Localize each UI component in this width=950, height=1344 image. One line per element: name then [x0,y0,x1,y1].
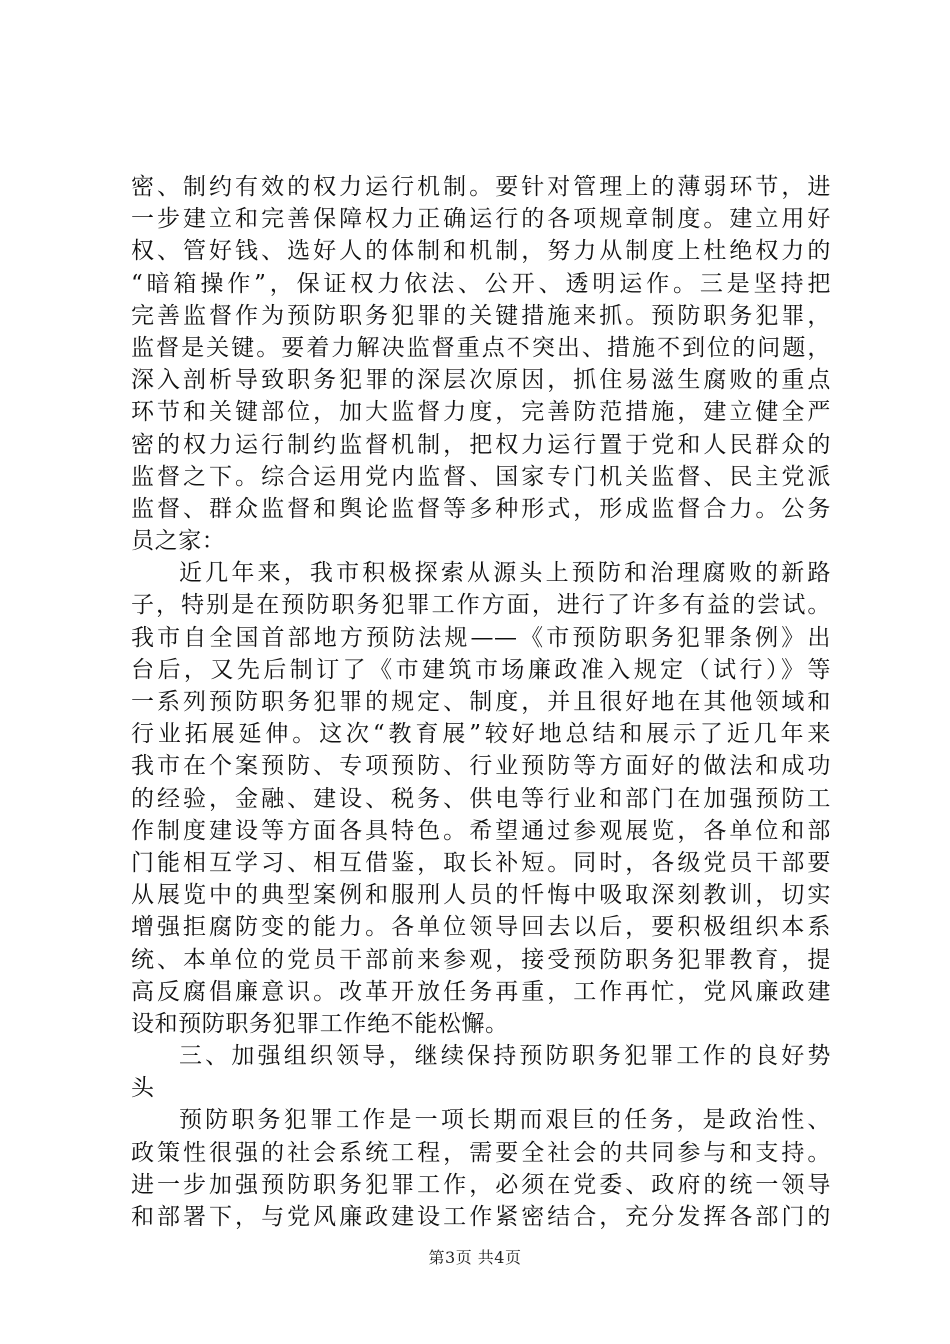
text-line: 和部署下，与党风廉政建设工作紧密结合，充分发挥各部门的 [131,1204,831,1230]
text-line: 统、本单位的党员干部前来参观，接受预防职务犯罪教育，提 [131,946,831,973]
section-heading-line: 头 [131,1075,155,1102]
text-line: 一系列预防职务犯罪的规定、制度，并且很好地在其他领域和 [131,689,831,715]
text-line: 行业拓展延伸。这次“教育展”较好地总结和展示了近几年来 [131,721,831,748]
paragraph-first-line: 近几年来，我市积极探索从源头上预防和治理腐败的新路 [179,560,831,587]
text-line: 设和预防职务犯罪工作绝不能松懈。 [131,1010,509,1037]
text-line: 密、制约有效的权力运行机制。要针对管理上的薄弱环节，进 [131,174,831,200]
text-line: 监督之下。综合运用党内监督、国家专门机关监督、民主党派 [131,463,831,490]
text-line: 进一步加强预防职务犯罪工作，必须在党委、政府的统一领导 [131,1171,831,1198]
text-line: 从展览中的典型案例和服刑人员的忏悔中吸取深刻教训，切实 [131,882,831,909]
text-line: 一步建立和完善保障权力正确运行的各项规章制度。建立用好 [131,206,831,233]
text-line: 深入剖析导致职务犯罪的深层次原因，抓住易滋生腐败的重点 [131,367,831,394]
paragraph-first-line: 预防职务犯罪工作是一项长期而艰巨的任务，是政治性、 [179,1107,831,1134]
text-line: 环节和关键部位，加大监督力度，完善防范措施，建立健全严 [131,399,831,426]
text-line: 完善监督作为预防职务犯罪的关键措施来抓。预防职务犯罪， [131,302,831,329]
text-line: 台后，又先后制订了《市建筑市场廉政准入规定（试行）》等 [131,656,831,683]
body-text [131,171,831,1233]
text-line: 我市自全国首部地方预防法规——《市预防职务犯罪条例》出 [131,624,831,651]
text-line: 的经验，金融、建设、税务、供电等行业和部门在加强预防工 [131,785,831,812]
text-line: 子，特别是在预防职务犯罪工作方面，进行了许多有益的尝试。 [131,592,831,619]
section-heading-line: 三、加强组织领导，继续保持预防职务犯罪工作的良好势 [179,1043,831,1070]
text-line: 权、管好钱、选好人的体制和机制，努力从制度上杜绝权力的 [131,238,831,265]
text-line: 我市在个案预防、专项预防、行业预防等方面好的做法和成功 [131,753,831,780]
text-line: 政策性很强的社会系统工程，需要全社会的共同参与和支持。 [131,1139,831,1166]
text-line: 监督、群众监督和舆论监督等多种形式，形成监督合力。公务 [131,495,831,522]
text-line: 作制度建设等方面各具特色。希望通过参观展览，各单位和部 [131,817,831,844]
page-footer: 第3页 共4页 [428,1248,522,1267]
text-line: “暗箱操作”，保证权力依法、公开、透明运作。三是坚持把 [131,270,831,297]
text-line: 门能相互学习、相互借鉴，取长补短。同时，各级党员干部要 [131,849,831,876]
text-line: 监督是关键。要着力解决监督重点不突出、措施不到位的问题， [131,334,831,361]
text-line: 高反腐倡廉意识。改革开放任务再重，工作再忙，党风廉政建 [131,978,831,1005]
text-line: 员之家： [131,528,226,555]
text-line: 增强拒腐防变的能力。各单位领导回去以后，要积极组织本系 [131,914,831,941]
text-line: 密的权力运行制约监督机制，把权力运行置于党和人民群众的 [131,431,831,458]
